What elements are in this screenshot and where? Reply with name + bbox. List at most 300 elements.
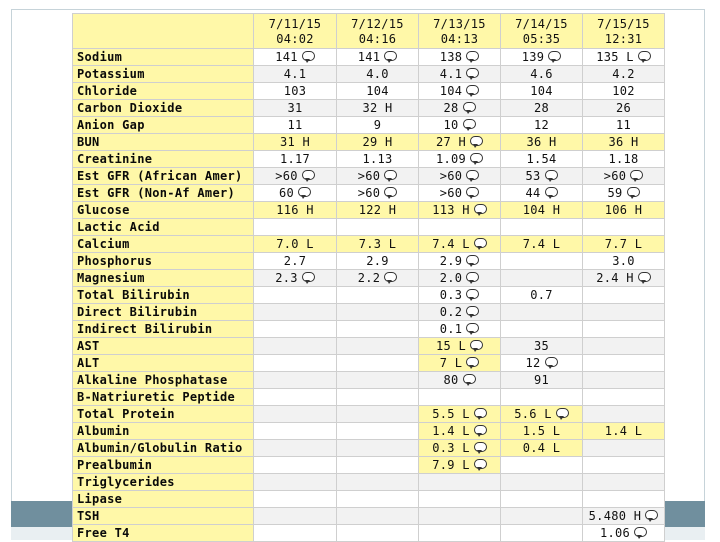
result-cell xyxy=(501,219,583,236)
slide-frame-left xyxy=(11,9,12,521)
result-cell[interactable] xyxy=(419,117,501,134)
test-name: Albumin xyxy=(73,423,254,440)
result-cell[interactable] xyxy=(419,151,501,168)
result-cell xyxy=(337,83,419,100)
result-cell xyxy=(254,508,337,525)
table-row xyxy=(73,117,665,134)
result-cell[interactable] xyxy=(419,440,501,457)
comment-bubble-icon[interactable] xyxy=(466,187,479,197)
result-value: 103 xyxy=(283,84,307,98)
result-cell xyxy=(501,457,583,474)
table-row xyxy=(73,100,665,117)
table-row xyxy=(73,338,665,355)
table-row xyxy=(73,355,665,372)
table-row xyxy=(73,219,665,236)
lab-results-body xyxy=(73,49,665,542)
test-name: ALT xyxy=(73,355,254,372)
result-cell xyxy=(337,491,419,508)
column-header[interactable] xyxy=(337,14,419,49)
result-value: 2.9 xyxy=(439,254,463,268)
result-cell[interactable] xyxy=(337,185,419,202)
test-name: Est GFR (African Amer) xyxy=(73,168,254,185)
result-cell xyxy=(254,83,337,100)
result-value: 2.2 xyxy=(357,271,381,285)
result-cell xyxy=(583,100,665,117)
comment-bubble-icon[interactable] xyxy=(384,51,397,61)
table-row xyxy=(73,66,665,83)
result-cell[interactable] xyxy=(583,508,665,525)
result-value: 53 xyxy=(525,169,541,183)
column-header[interactable] xyxy=(583,14,665,49)
result-cell[interactable] xyxy=(419,185,501,202)
table-row xyxy=(73,491,665,508)
result-cell xyxy=(337,406,419,423)
result-cell[interactable] xyxy=(337,49,419,66)
result-cell xyxy=(254,355,337,372)
result-value: 27 H xyxy=(435,135,467,149)
test-name: BUN xyxy=(73,134,254,151)
result-value: 4.1 xyxy=(283,67,307,81)
result-value: 2.0 xyxy=(439,271,463,285)
result-value: 135 L xyxy=(596,50,634,64)
result-cell[interactable] xyxy=(254,185,337,202)
result-cell xyxy=(337,321,419,338)
result-cell xyxy=(254,372,337,389)
result-cell xyxy=(254,474,337,491)
result-cell[interactable] xyxy=(583,49,665,66)
comment-bubble-icon[interactable] xyxy=(474,408,487,418)
result-value: >60 xyxy=(275,169,298,183)
result-value: 0.3 xyxy=(439,288,463,302)
result-cell[interactable] xyxy=(419,202,501,219)
column-date: 7/14/15 xyxy=(515,16,568,31)
result-cell xyxy=(254,100,337,117)
result-cell[interactable] xyxy=(419,321,501,338)
comment-bubble-icon[interactable] xyxy=(463,119,476,129)
comment-bubble-icon[interactable] xyxy=(466,272,479,282)
result-cell xyxy=(583,474,665,491)
comment-bubble-icon[interactable] xyxy=(474,459,487,469)
result-value: 1.09 xyxy=(435,152,467,166)
result-cell xyxy=(501,423,583,440)
result-value: 2.7 xyxy=(283,254,307,268)
result-cell xyxy=(501,474,583,491)
result-cell xyxy=(501,66,583,83)
comment-bubble-icon[interactable] xyxy=(470,340,483,350)
result-cell xyxy=(254,389,337,406)
result-value: 5.480 H xyxy=(588,509,642,523)
result-value: 31 H xyxy=(279,135,311,149)
result-value: 0.1 xyxy=(439,322,463,336)
result-cell xyxy=(337,202,419,219)
result-cell[interactable] xyxy=(419,270,501,287)
comment-bubble-icon[interactable] xyxy=(384,187,397,197)
result-cell[interactable] xyxy=(583,525,665,542)
result-cell xyxy=(254,253,337,270)
result-cell xyxy=(501,491,583,508)
result-value: 32 H xyxy=(362,101,393,115)
result-value: 15 L xyxy=(435,339,467,353)
result-cell[interactable] xyxy=(501,185,583,202)
result-cell[interactable] xyxy=(419,304,501,321)
result-value: >60 xyxy=(357,169,381,183)
comment-bubble-icon[interactable] xyxy=(463,374,476,384)
table-row xyxy=(73,236,665,253)
result-value: 7.3 L xyxy=(358,237,397,251)
result-cell[interactable] xyxy=(501,168,583,185)
comment-bubble-icon[interactable] xyxy=(474,425,487,435)
comment-bubble-icon[interactable] xyxy=(466,289,479,299)
slide-frame-top xyxy=(11,9,705,10)
result-cell xyxy=(583,304,665,321)
result-value: >60 xyxy=(357,186,381,200)
column-time: 12:31 xyxy=(604,31,643,46)
result-value: 141 xyxy=(357,50,381,64)
comment-bubble-icon[interactable] xyxy=(627,187,640,197)
table-row xyxy=(73,49,665,66)
result-value: 4.1 xyxy=(439,67,463,81)
result-cell xyxy=(337,100,419,117)
result-cell xyxy=(583,83,665,100)
test-name: Lactic Acid xyxy=(73,219,254,236)
result-value: 1.17 xyxy=(279,152,311,166)
result-cell[interactable] xyxy=(419,83,501,100)
result-cell xyxy=(254,440,337,457)
result-cell xyxy=(337,304,419,321)
comment-bubble-icon[interactable] xyxy=(645,510,658,520)
test-name: Anion Gap xyxy=(73,117,254,134)
result-value: 104 H xyxy=(522,203,561,217)
result-cell xyxy=(583,491,665,508)
result-value: 28 xyxy=(533,101,550,115)
result-cell[interactable] xyxy=(419,134,501,151)
lab-results-table xyxy=(72,13,665,542)
result-cell xyxy=(501,236,583,253)
result-cell xyxy=(419,474,501,491)
result-value: 7.0 L xyxy=(276,237,314,251)
result-value: 113 H xyxy=(432,203,470,217)
result-value: >60 xyxy=(439,169,463,183)
result-cell xyxy=(337,457,419,474)
result-value: 7.4 L xyxy=(522,237,561,251)
column-header[interactable] xyxy=(419,14,501,49)
result-cell xyxy=(337,287,419,304)
result-value: 7 L xyxy=(439,356,463,370)
result-value: 1.54 xyxy=(526,152,557,166)
result-cell xyxy=(583,440,665,457)
comment-bubble-icon[interactable] xyxy=(466,255,479,265)
comment-bubble-icon[interactable] xyxy=(466,357,479,367)
result-value: 104 xyxy=(366,84,389,98)
comment-bubble-icon[interactable] xyxy=(466,51,479,61)
result-cell xyxy=(501,117,583,134)
table-row xyxy=(73,457,665,474)
result-cell xyxy=(254,151,337,168)
result-value: 4.2 xyxy=(612,67,635,81)
result-cell xyxy=(583,134,665,151)
result-value: 7.4 L xyxy=(432,237,470,251)
result-cell xyxy=(254,219,337,236)
test-name: Phosphorus xyxy=(73,253,254,270)
result-value: 1.06 xyxy=(599,526,631,540)
result-cell xyxy=(337,134,419,151)
result-cell xyxy=(254,134,337,151)
result-cell xyxy=(501,134,583,151)
result-cell xyxy=(583,372,665,389)
result-cell xyxy=(254,525,337,542)
table-row xyxy=(73,202,665,219)
result-cell xyxy=(254,117,337,134)
result-value: 36 H xyxy=(608,135,639,149)
comment-bubble-icon[interactable] xyxy=(466,85,479,95)
result-value: 139 xyxy=(521,50,545,64)
comment-bubble-icon[interactable] xyxy=(470,136,483,146)
result-cell xyxy=(501,100,583,117)
result-cell xyxy=(337,253,419,270)
result-cell[interactable] xyxy=(254,168,337,185)
test-name: Triglycerides xyxy=(73,474,254,491)
comment-bubble-icon[interactable] xyxy=(548,51,561,61)
comment-bubble-icon[interactable] xyxy=(630,170,643,180)
result-cell xyxy=(337,389,419,406)
result-value: 12 xyxy=(525,356,541,370)
result-value: 7.7 L xyxy=(604,237,643,251)
column-header[interactable] xyxy=(254,14,337,49)
result-cell xyxy=(419,491,501,508)
result-value: 2.4 H xyxy=(596,271,634,285)
result-value: 2.3 xyxy=(275,271,298,285)
result-cell xyxy=(337,372,419,389)
table-row xyxy=(73,508,665,525)
result-cell xyxy=(501,338,583,355)
test-name: Alkaline Phosphatase xyxy=(73,372,254,389)
result-value: >60 xyxy=(603,169,627,183)
result-cell[interactable] xyxy=(419,66,501,83)
result-cell xyxy=(419,508,501,525)
result-cell xyxy=(419,525,501,542)
comment-bubble-icon[interactable] xyxy=(545,187,558,197)
result-cell[interactable] xyxy=(419,168,501,185)
result-cell[interactable] xyxy=(254,49,337,66)
result-value: 35 xyxy=(533,339,550,353)
result-cell xyxy=(501,440,583,457)
result-cell xyxy=(501,202,583,219)
result-cell xyxy=(254,202,337,219)
result-value: 106 H xyxy=(604,203,643,217)
result-value: 26 xyxy=(615,101,632,115)
result-value: 138 xyxy=(439,50,463,64)
result-cell xyxy=(254,304,337,321)
result-cell[interactable] xyxy=(583,185,665,202)
result-cell[interactable] xyxy=(254,270,337,287)
result-cell xyxy=(583,287,665,304)
result-cell xyxy=(501,253,583,270)
comment-bubble-icon[interactable] xyxy=(302,272,315,282)
result-value: 9 xyxy=(373,118,382,132)
result-cell xyxy=(337,117,419,134)
result-value: 102 xyxy=(612,84,635,98)
result-cell[interactable] xyxy=(419,423,501,440)
column-date: 7/11/15 xyxy=(268,16,322,31)
result-value: 29 H xyxy=(362,135,393,149)
result-cell xyxy=(501,525,583,542)
result-value: 44 xyxy=(525,186,541,200)
comment-bubble-icon[interactable] xyxy=(384,170,397,180)
table-row xyxy=(73,389,665,406)
table-row xyxy=(73,304,665,321)
result-value: 36 H xyxy=(526,135,557,149)
result-cell[interactable] xyxy=(419,338,501,355)
comment-bubble-icon[interactable] xyxy=(302,51,315,61)
comment-bubble-icon[interactable] xyxy=(556,408,569,418)
test-name: Est GFR (Non-Af Amer) xyxy=(73,185,254,202)
result-cell[interactable] xyxy=(419,406,501,423)
comment-bubble-icon[interactable] xyxy=(545,170,558,180)
result-cell[interactable] xyxy=(501,49,583,66)
table-row xyxy=(73,423,665,440)
result-cell xyxy=(583,406,665,423)
table-row xyxy=(73,168,665,185)
result-value: 5.6 L xyxy=(514,407,552,421)
result-cell xyxy=(337,474,419,491)
result-value: 1.4 L xyxy=(432,424,470,438)
result-value: 104 xyxy=(530,84,553,98)
result-cell xyxy=(583,389,665,406)
result-cell[interactable] xyxy=(583,270,665,287)
result-value: 11 xyxy=(615,118,632,132)
result-cell xyxy=(337,423,419,440)
result-cell xyxy=(337,338,419,355)
result-cell[interactable] xyxy=(501,355,583,372)
comment-bubble-icon[interactable] xyxy=(463,102,476,112)
result-cell xyxy=(501,270,583,287)
comment-bubble-icon[interactable] xyxy=(466,170,479,180)
table-row xyxy=(73,134,665,151)
comment-bubble-icon[interactable] xyxy=(302,170,315,180)
result-value: 104 xyxy=(439,84,463,98)
test-name: Potassium xyxy=(73,66,254,83)
test-name: AST xyxy=(73,338,254,355)
result-cell xyxy=(254,66,337,83)
comment-bubble-icon[interactable] xyxy=(474,238,487,248)
result-value: 1.5 L xyxy=(522,424,561,438)
result-cell xyxy=(254,338,337,355)
slide-frame-right xyxy=(704,9,705,521)
result-cell[interactable] xyxy=(419,236,501,253)
comment-bubble-icon[interactable] xyxy=(634,527,647,537)
table-row xyxy=(73,151,665,168)
result-cell xyxy=(583,423,665,440)
result-cell xyxy=(254,321,337,338)
result-value: 91 xyxy=(533,373,550,387)
result-cell[interactable] xyxy=(337,168,419,185)
result-value: 80 xyxy=(443,373,459,387)
test-name: Albumin/Globulin Ratio xyxy=(73,440,254,457)
result-value: 1.18 xyxy=(608,152,639,166)
result-cell xyxy=(419,389,501,406)
result-cell[interactable] xyxy=(419,49,501,66)
result-cell xyxy=(254,406,337,423)
comment-bubble-icon[interactable] xyxy=(470,153,483,163)
test-name: Indirect Bilirubin xyxy=(73,321,254,338)
result-value: >60 xyxy=(439,186,463,200)
table-row xyxy=(73,525,665,542)
result-value: 59 xyxy=(607,186,623,200)
comment-bubble-icon[interactable] xyxy=(638,51,651,61)
result-cell[interactable] xyxy=(419,287,501,304)
column-time: 04:02 xyxy=(276,31,314,46)
result-value: 5.5 L xyxy=(432,407,470,421)
result-cell[interactable] xyxy=(583,168,665,185)
comment-bubble-icon[interactable] xyxy=(474,204,487,214)
test-name: Direct Bilirubin xyxy=(73,304,254,321)
comment-bubble-icon[interactable] xyxy=(466,306,479,316)
column-header[interactable] xyxy=(501,14,583,49)
table-row xyxy=(73,270,665,287)
test-name: Glucose xyxy=(73,202,254,219)
test-name: Sodium xyxy=(73,49,254,66)
table-row xyxy=(73,83,665,100)
comment-bubble-icon[interactable] xyxy=(545,357,558,367)
comment-bubble-icon[interactable] xyxy=(466,68,479,78)
result-cell xyxy=(583,457,665,474)
result-value: 0.3 L xyxy=(432,441,470,455)
result-cell xyxy=(583,321,665,338)
result-value: 60 xyxy=(278,186,295,200)
result-cell xyxy=(583,219,665,236)
result-cell xyxy=(583,236,665,253)
comment-bubble-icon[interactable] xyxy=(384,272,397,282)
result-cell xyxy=(254,457,337,474)
result-value: 0.7 xyxy=(530,288,553,302)
result-cell[interactable] xyxy=(419,100,501,117)
column-time: 05:35 xyxy=(522,31,561,46)
result-cell[interactable] xyxy=(337,270,419,287)
test-name: Prealbumin xyxy=(73,457,254,474)
result-cell[interactable] xyxy=(419,457,501,474)
column-date: 7/13/15 xyxy=(433,16,486,31)
result-value: 10 xyxy=(443,118,459,132)
result-cell xyxy=(337,440,419,457)
result-cell[interactable] xyxy=(501,406,583,423)
result-cell xyxy=(583,338,665,355)
result-cell[interactable] xyxy=(419,372,501,389)
result-cell xyxy=(583,151,665,168)
comment-bubble-icon[interactable] xyxy=(466,323,479,333)
result-cell xyxy=(501,321,583,338)
test-name: Chloride xyxy=(73,83,254,100)
comment-bubble-icon[interactable] xyxy=(638,272,651,282)
result-cell xyxy=(254,491,337,508)
result-cell xyxy=(501,372,583,389)
table-row xyxy=(73,287,665,304)
result-cell xyxy=(501,287,583,304)
result-cell xyxy=(337,66,419,83)
result-value: 2.9 xyxy=(366,254,389,268)
comment-bubble-icon[interactable] xyxy=(298,187,311,197)
test-name: Total Protein xyxy=(73,406,254,423)
table-row xyxy=(73,185,665,202)
result-value: 122 H xyxy=(358,203,397,217)
column-date: 7/12/15 xyxy=(351,16,404,31)
result-value: 141 xyxy=(275,50,298,64)
table-row xyxy=(73,253,665,270)
result-cell[interactable] xyxy=(419,253,501,270)
test-name: B-Natriuretic Peptide xyxy=(73,389,254,406)
result-cell[interactable] xyxy=(419,355,501,372)
result-value: 11 xyxy=(287,118,303,132)
comment-bubble-icon[interactable] xyxy=(474,442,487,452)
